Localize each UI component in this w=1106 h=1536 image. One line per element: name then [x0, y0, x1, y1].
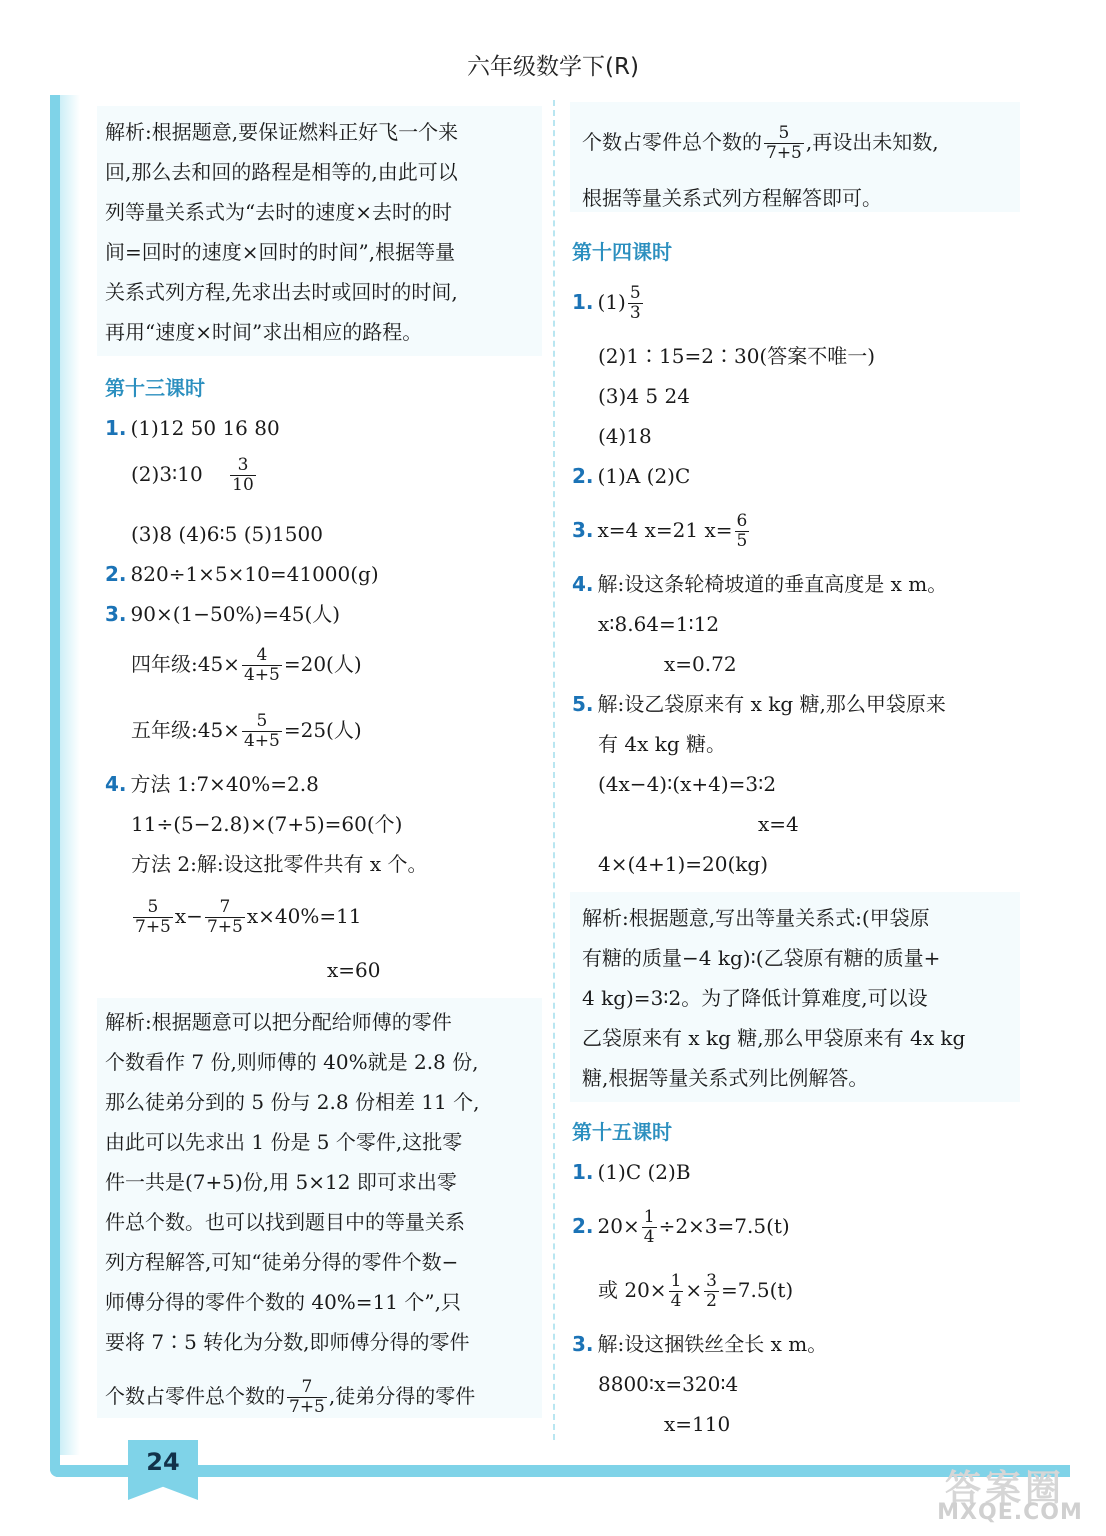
- section-title-15: 第十五课时: [572, 1120, 672, 1144]
- answer-1-4: (4)18: [598, 424, 652, 448]
- question-number: 4.: [572, 572, 594, 596]
- answer-text: ×: [685, 1278, 703, 1302]
- question-number: 5.: [572, 692, 594, 716]
- question-number: 1.: [572, 290, 594, 314]
- numerator: 5: [242, 712, 282, 732]
- analysis-line: 糖,根据等量关系式列比例解答。: [582, 1066, 869, 1090]
- denominator: 4: [670, 1291, 682, 1311]
- answer-4-b: 11÷(5−2.8)×(7+5)=60(个): [131, 812, 403, 836]
- answer-text: (1): [597, 290, 626, 314]
- answer-5: [572, 690, 946, 718]
- analysis-line: 解析:根据题意,写出等量关系式:(甲袋原: [582, 906, 930, 930]
- answer-r2-b: [598, 1266, 793, 1314]
- watermark-site: MXQE.COM: [937, 1500, 1083, 1525]
- answer-text: 解:设乙袋原来有 x kg 糖,那么甲袋原来: [597, 692, 946, 716]
- analysis-line: 那么徒弟分到的 5 份与 2.8 份相差 11 个,: [105, 1090, 480, 1114]
- answer-2: [572, 462, 690, 490]
- question-number: 3.: [572, 1332, 594, 1356]
- answer-1-3: (3)8 (4)6∶5 (5)1500: [131, 522, 323, 546]
- numerator: 1: [670, 1271, 682, 1291]
- answer-text: (2)3∶10: [131, 462, 203, 486]
- denominator: 2: [706, 1291, 717, 1311]
- fraction: [205, 898, 245, 937]
- denominator: 3: [629, 303, 641, 323]
- answer-4-e: x=60: [327, 958, 381, 982]
- question-number: 2.: [105, 562, 127, 586]
- analysis-line: 解析:根据题意,要保证燃料正好飞一个来: [105, 120, 459, 144]
- numerator: 3: [706, 1271, 717, 1291]
- answer-text: 解:设这条轮椅坡道的垂直高度是 x m。: [597, 572, 948, 596]
- answer-text: =7.5(t): [721, 1278, 794, 1302]
- answer-text: =25(人): [283, 718, 362, 742]
- question-number: 1.: [105, 416, 127, 440]
- denominator: 7+5: [289, 1397, 325, 1417]
- fraction: [242, 646, 282, 685]
- fraction: [669, 1272, 684, 1311]
- denominator: 7+5: [766, 143, 802, 163]
- answer-text: 五年级:45×: [131, 718, 240, 742]
- numerator: 7: [287, 1378, 327, 1398]
- question-number: 2.: [572, 464, 594, 488]
- answer-1: [105, 414, 280, 442]
- numerator: 5: [133, 898, 173, 918]
- fraction: [642, 1208, 657, 1247]
- answer-text: 或 20×: [598, 1278, 667, 1302]
- numerator: 3: [230, 456, 256, 476]
- answer-4: [572, 570, 947, 598]
- answer-5-d: x=4: [758, 812, 799, 836]
- answer-5-c: (4x−4)∶(x+4)=3∶2: [598, 772, 777, 796]
- answer-3-c: [131, 706, 362, 754]
- question-number: 3.: [105, 602, 127, 626]
- analysis-line: 回,那么去和回的路程是相等的,由此可以: [105, 160, 458, 184]
- answer-text: 20×: [597, 1214, 640, 1238]
- numerator: 5: [764, 124, 804, 144]
- answer-text: 方法 1:7×40%=2.8: [130, 772, 319, 796]
- answer-4-b: x∶8.64=1∶12: [598, 612, 720, 636]
- denominator: 4: [643, 1227, 655, 1247]
- denominator: 7+5: [135, 917, 171, 937]
- analysis-line: [582, 118, 939, 166]
- analysis-text: 个数占零件总个数的: [105, 1384, 285, 1408]
- column-divider: [553, 100, 555, 1440]
- question-number: 1.: [572, 1160, 594, 1184]
- answer-1-3: (3)4 5 24: [598, 384, 690, 408]
- answer-3-b: [131, 640, 362, 688]
- answer-text: 820÷1×5×10=41000(g): [130, 562, 379, 586]
- denominator: 4+5: [243, 665, 280, 685]
- answer-r1: [572, 1158, 691, 1186]
- fraction: [287, 1378, 327, 1417]
- answer-1-2: (2)1∶15=2∶30(答案不唯一): [598, 344, 876, 368]
- analysis-line: 列等量关系式为“去时的速度×去时的时: [105, 200, 452, 224]
- question-number: 3.: [572, 518, 594, 542]
- answer-text: 解:设这捆铁丝全长 x m。: [597, 1332, 828, 1356]
- watermark-logo: 答案圈: [944, 1468, 1065, 1509]
- denominator: 10: [232, 475, 254, 495]
- analysis-line: 再用“速度×时间”求出相应的路程。: [105, 320, 423, 344]
- analysis-text: 个数占零件总个数的: [582, 130, 762, 154]
- analysis-text: ,徒弟分得的零件: [328, 1384, 476, 1408]
- analysis-line: 间=回时的速度×回时的时间”,根据等量: [105, 240, 456, 264]
- question-number: 2.: [572, 1214, 594, 1238]
- fraction: [242, 712, 282, 751]
- answer-4-c: x=0.72: [664, 652, 737, 676]
- section-title-13: 第十三课时: [105, 376, 205, 400]
- numerator: 4: [242, 646, 282, 666]
- answer-text: ÷2×3=7.5(t): [658, 1214, 790, 1238]
- answer-text: x−: [174, 904, 203, 928]
- analysis-line: 个数看作 7 份,则师傅的 40%就是 2.8 份,: [105, 1050, 479, 1074]
- fraction: [764, 124, 804, 163]
- answer-r2: [572, 1202, 790, 1250]
- analysis-line: 件总个数。也可以找到题目中的等量关系: [105, 1210, 465, 1234]
- page-number: 24: [146, 1448, 180, 1476]
- analysis-line: 解析:根据题意可以把分配给师傅的零件: [105, 1010, 452, 1034]
- answer-text: (1)A (2)C: [597, 464, 691, 488]
- analysis-line: 乙袋原来有 x kg 糖,那么甲袋原来有 4x kg: [582, 1026, 966, 1050]
- section-title-14: 第十四课时: [572, 240, 672, 264]
- answer-r3-c: x=110: [664, 1412, 731, 1436]
- answer-r3-b: 8800∶x=320∶4: [598, 1372, 739, 1396]
- analysis-line: 件一共是(7+5)份,用 5×12 即可求出零: [105, 1170, 457, 1194]
- denominator: 4+5: [243, 731, 280, 751]
- answer-text: 四年级:45×: [131, 652, 240, 676]
- numerator: 7: [205, 898, 245, 918]
- denominator: 7+5: [206, 917, 243, 937]
- analysis-line: 根据等量关系式列方程解答即可。: [582, 186, 882, 210]
- analysis-line: 师傅分得的零件个数的 40%=11 个”,只: [105, 1290, 461, 1314]
- answer-3: [105, 600, 340, 628]
- answer-text: x=4 x=21 x=: [597, 518, 733, 542]
- answer-4: [105, 770, 319, 798]
- answer-text: =20(人): [283, 652, 362, 676]
- fraction: [133, 898, 173, 937]
- analysis-line: 要将 7∶5 转化为分数,即师傅分得的零件: [105, 1330, 470, 1354]
- answer-text: 90×(1−50%)=45(人): [130, 602, 341, 626]
- page-header: 六年级数学下(R): [467, 54, 639, 80]
- analysis-line: 关系式列方程,先求出去时或回时的时间,: [105, 280, 458, 304]
- analysis-line: [105, 1372, 475, 1420]
- numerator: 6: [736, 511, 748, 531]
- fraction: [230, 456, 256, 495]
- question-number: 4.: [105, 772, 127, 796]
- numerator: 1: [643, 1207, 655, 1227]
- answer-5-e: 4×(4+1)=20(kg): [598, 852, 769, 876]
- answer-1-2: [131, 452, 258, 496]
- analysis-line: 列方程解答,可知“徒弟分得的零件个数−: [105, 1250, 459, 1274]
- answer-5-b: 有 4x kg 糖。: [598, 732, 726, 756]
- answer-4-d: [131, 892, 362, 940]
- frame-shade: [60, 95, 80, 1455]
- denominator: 5: [736, 531, 748, 551]
- fraction: [628, 284, 643, 323]
- answer-3: [572, 506, 751, 554]
- answer-r3: [572, 1330, 827, 1358]
- analysis-line: 4 kg)=3∶2。为了降低计算难度,可以设: [582, 986, 928, 1010]
- answer-text: (1)C (2)B: [597, 1160, 691, 1184]
- analysis-text: ,再设出未知数,: [805, 130, 939, 154]
- analysis-line: 有糖的质量−4 kg)∶(乙袋原有糖的质量+: [582, 946, 941, 970]
- answer-text: x×40%=11: [246, 904, 362, 928]
- answer-text: (1)12 50 16 80: [130, 416, 280, 440]
- answer-4-c: 方法 2:解:设这批零件共有 x 个。: [131, 852, 428, 876]
- numerator: 5: [629, 283, 641, 303]
- fraction: [704, 1272, 719, 1311]
- fraction: [735, 512, 750, 551]
- analysis-line: 由此可以先求出 1 份是 5 个零件,这批零: [105, 1130, 463, 1154]
- answer-1: [572, 278, 645, 326]
- answer-2: [105, 560, 379, 588]
